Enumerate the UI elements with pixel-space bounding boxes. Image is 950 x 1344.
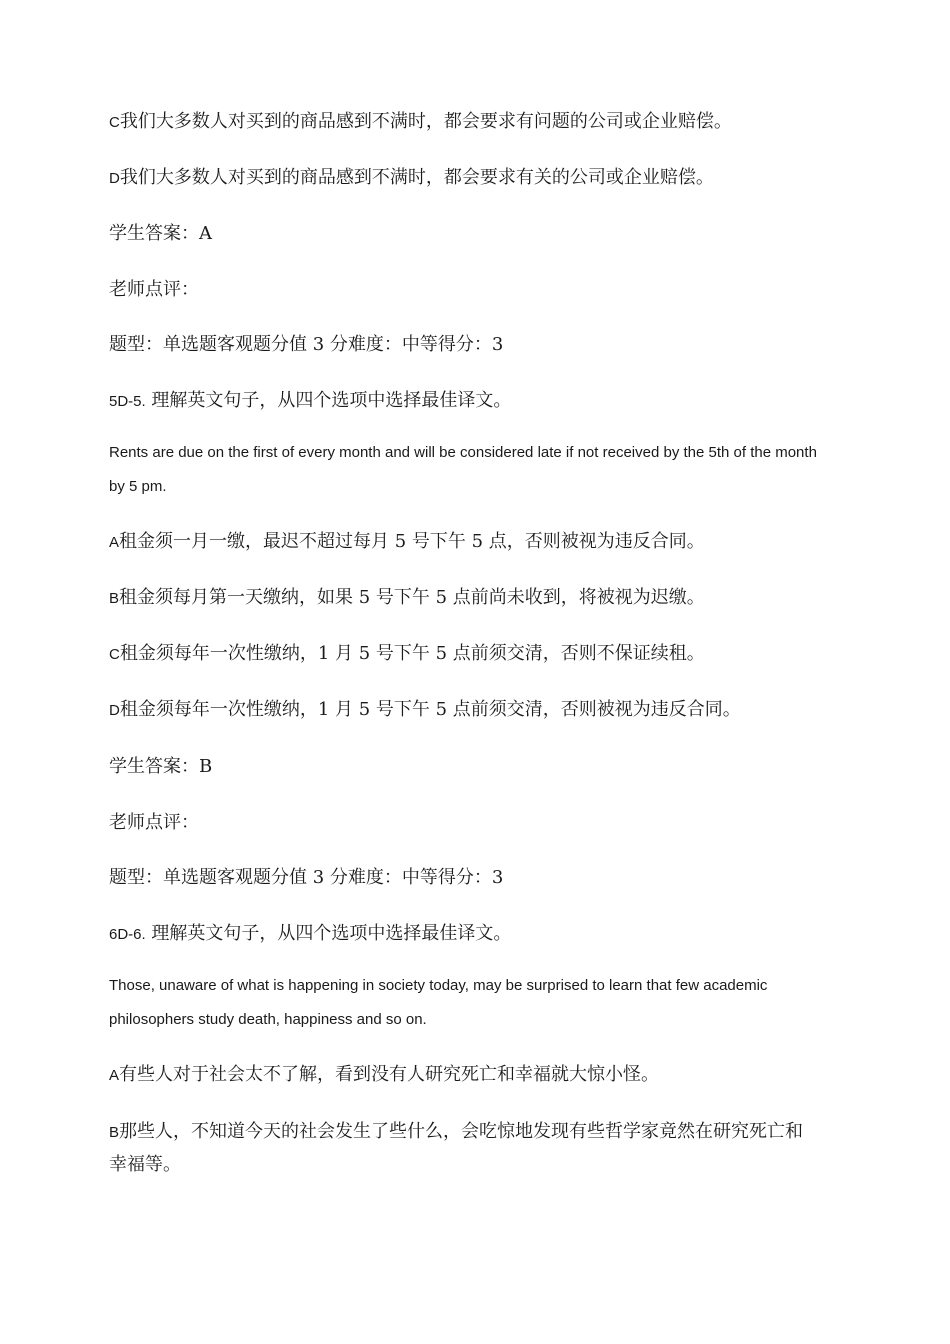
student-answer-text: 学生答案：B — [109, 756, 213, 777]
option-text: 租金须每月第一天缴纳，如果 5 号下午 5 点前尚未收到，将被视为迟缴。 — [119, 587, 705, 608]
student-answer — [109, 756, 829, 778]
english-sentence — [109, 436, 821, 504]
teacher-comment-text: 老师点评： — [109, 812, 199, 833]
option-text: 租金须每年一次性缴纳，1 月 5 号下午 5 点前须交清，否则不保证续租。 — [119, 643, 705, 664]
option-d-line — [109, 699, 829, 722]
option-letter: D — [109, 702, 120, 719]
question-title — [109, 923, 829, 946]
teacher-comment-text: 老师点评： — [109, 279, 199, 300]
question-title-text: 理解英文句子，从四个选项中选择最佳译文。 — [145, 923, 512, 944]
question-title-text: 理解英文句子，从四个选项中选择最佳译文。 — [145, 390, 512, 411]
option-c-line — [109, 111, 829, 134]
option-c-line — [109, 643, 829, 666]
question-meta — [109, 867, 829, 889]
option-letter: B — [109, 1124, 120, 1141]
option-letter: B — [109, 590, 120, 607]
student-answer-text: 学生答案：A — [109, 223, 212, 244]
question-number: 5D-5. — [109, 393, 146, 410]
english-sentence-text: Those, unaware of what is happening in society today, may be surprised to learn that few academic philosophers study death, happiness and so on. — [109, 977, 768, 1028]
option-text: 我们大多数人对买到的商品感到不满时，都会要求有问题的公司或企业赔偿。 — [119, 111, 732, 132]
option-text: 租金须一月一缴，最迟不超过每月 5 号下午 5 点，否则被视为违反合同。 — [119, 531, 705, 552]
question-meta-text: 题型：单选题客观题分值 3 分难度：中等得分：3 — [109, 334, 504, 355]
question-meta-text: 题型：单选题客观题分值 3 分难度：中等得分：3 — [109, 867, 504, 888]
question-number: 6D-6. — [109, 926, 146, 943]
student-answer — [109, 223, 829, 245]
question-meta — [109, 334, 829, 356]
teacher-comment — [109, 812, 829, 834]
option-text: 那些人，不知道今天的社会发生了些什么，会吃惊地发现有些哲学家竟然在研究死亡和 幸福等。 — [109, 1121, 804, 1175]
option-d-line — [109, 167, 829, 190]
question-title — [109, 390, 829, 413]
option-a-line — [109, 1064, 829, 1087]
option-letter: A — [109, 534, 120, 551]
option-b-line — [109, 587, 829, 610]
option-letter: A — [109, 1067, 120, 1084]
option-text: 租金须每年一次性缴纳，1 月 5 号下午 5 点前须交清，否则被视为违反合同。 — [119, 699, 741, 720]
english-sentence — [109, 969, 821, 1037]
option-text: 我们大多数人对买到的商品感到不满时，都会要求有关的公司或企业赔偿。 — [119, 167, 714, 188]
option-letter: C — [109, 114, 120, 131]
english-sentence-text: Rents are due on the first of every month and will be considered late if not received by the 5th of the month by 5 pm. — [109, 444, 817, 495]
option-letter: C — [109, 646, 120, 663]
option-text: 有些人对于社会太不了解，看到没有人研究死亡和幸福就大惊小怪。 — [119, 1064, 660, 1085]
option-a-line — [109, 531, 829, 554]
option-b-line — [109, 1116, 819, 1181]
teacher-comment — [109, 279, 829, 301]
option-letter: D — [109, 170, 120, 187]
